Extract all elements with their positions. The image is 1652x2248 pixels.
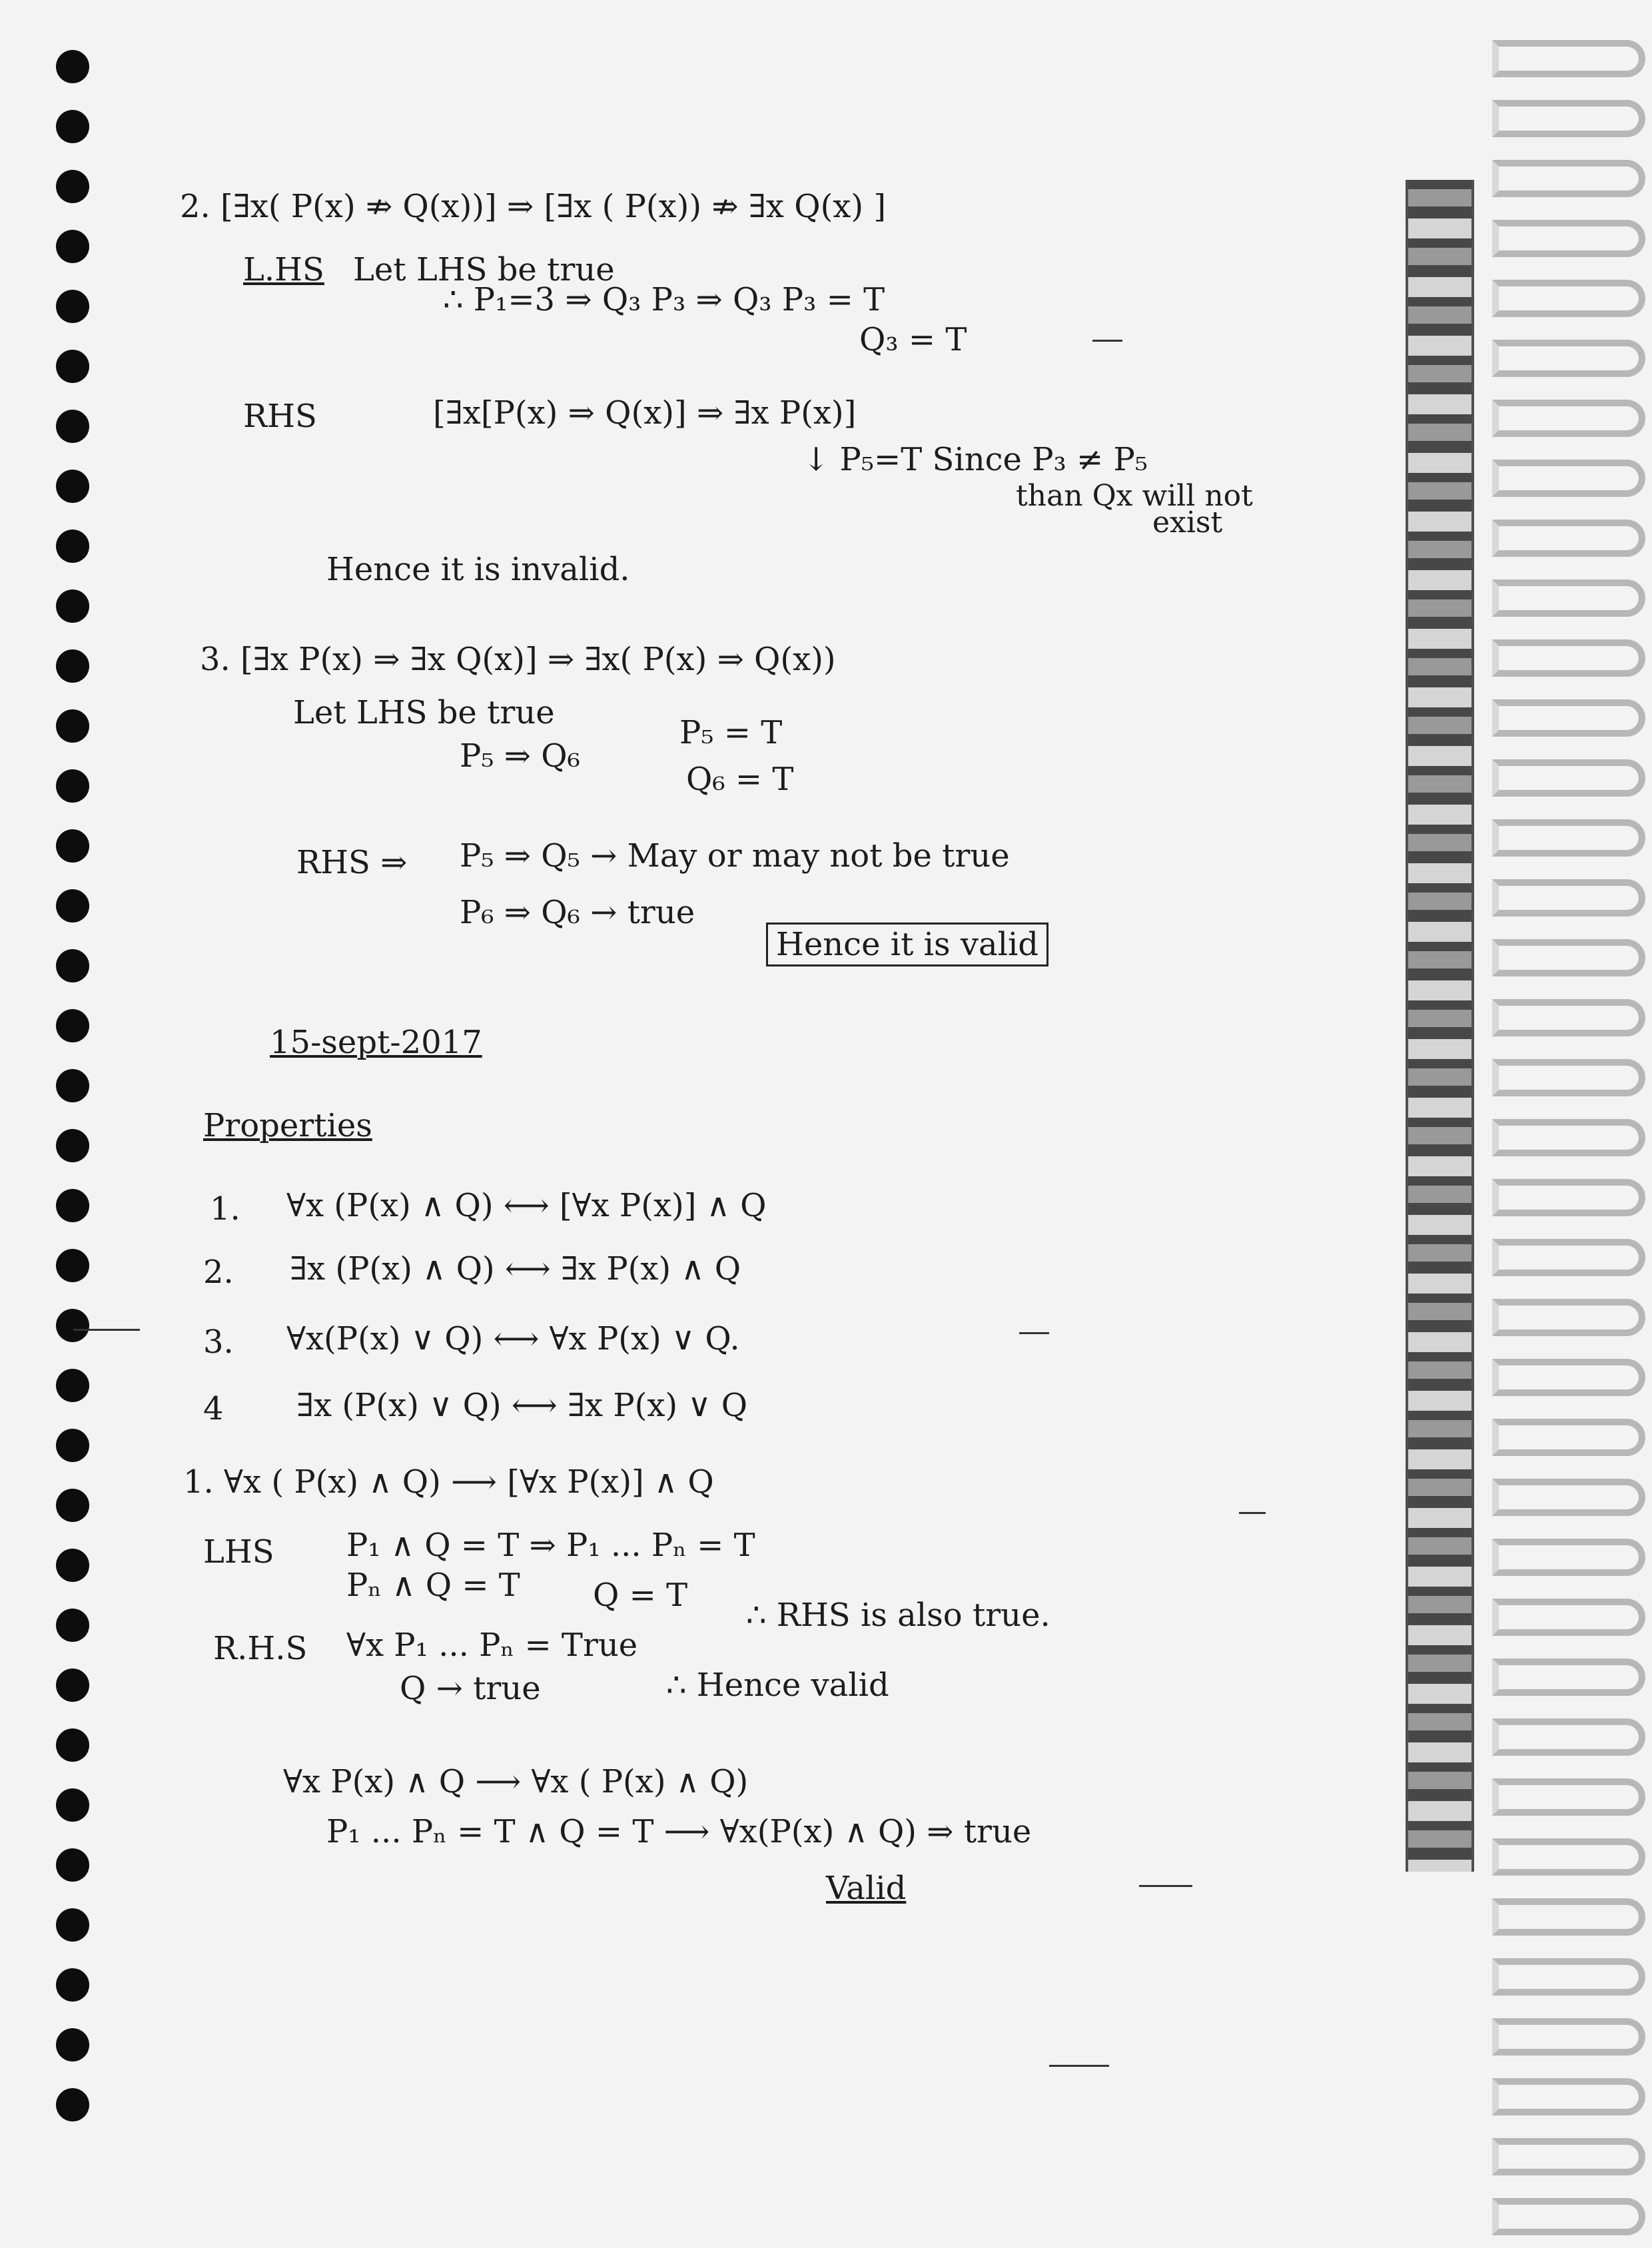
spiral-coil (1492, 1359, 1645, 1396)
note-line: Q → true (400, 1670, 541, 1707)
spiral-coil (1492, 1659, 1645, 1696)
punch-hole (56, 709, 89, 743)
note-line: ↓ P₅=T Since P₃ ≠ P₅ (803, 441, 1148, 478)
punch-hole (56, 1669, 89, 1702)
punch-hole (56, 1549, 89, 1582)
note-line: RHS ⇒ (296, 844, 408, 881)
note-line: Q = T (593, 1577, 688, 1614)
note-line: R.H.S (213, 1630, 308, 1667)
spiral-coil (1492, 639, 1645, 677)
spiral-coil (1492, 1119, 1645, 1156)
note-line: 1. ∀x ( P(x) ∧ Q) ⟶ [∀x P(x)] ∧ Q (183, 1463, 714, 1501)
note-line: Q₆ = T (686, 761, 794, 798)
spiral-coil (1492, 1299, 1645, 1336)
note-line: P₅ ⇒ Q₅ → May or may not be true (460, 837, 1010, 875)
punch-hole (56, 530, 89, 563)
spiral-coil (1492, 1419, 1645, 1456)
punch-hole (56, 829, 89, 863)
punch-hole (56, 1908, 89, 1942)
spiral-coil (1492, 1539, 1645, 1576)
note-line: ∀x P(x) ∧ Q ⟶ ∀x ( P(x) ∧ Q) (283, 1763, 749, 1800)
spiral-coil (1492, 759, 1645, 797)
spiral-coil (1492, 1898, 1645, 1936)
spiral-coil (1492, 220, 1645, 257)
punch-hole (56, 1609, 89, 1642)
pen-mark (1239, 1512, 1266, 1514)
spiral-coil (1492, 2018, 1645, 2056)
note-line: P₆ ⇒ Q₆ → true (460, 894, 695, 931)
punch-hole (56, 50, 89, 83)
spiral-coil (1492, 160, 1645, 197)
punch-hole (56, 889, 89, 923)
note-line: ∃x (P(x) ∧ Q) ⟷ ∃x P(x) ∧ Q (290, 1250, 741, 1288)
note-line: L.HS (243, 251, 324, 288)
note-date: 15-sept-2017 (270, 1024, 482, 1061)
punch-hole (56, 1848, 89, 1882)
punch-hole (56, 1129, 89, 1162)
punch-hole (56, 1429, 89, 1462)
punch-hole (56, 1489, 89, 1522)
punch-hole (56, 350, 89, 383)
spiral-coil (1492, 819, 1645, 857)
spiral-coil (1492, 939, 1645, 976)
spiral-coil (1492, 400, 1645, 437)
spiral-coil (1492, 520, 1645, 557)
punch-hole (56, 2028, 89, 2061)
punch-hole (56, 230, 89, 263)
punch-hole (56, 170, 89, 203)
note-line: ∴ P₁=3 ⇒ Q₃ P₃ ⇒ Q₃ P₃ = T (443, 281, 885, 318)
spiral-coil (1492, 1059, 1645, 1096)
punch-hole (56, 1069, 89, 1102)
punch-hole (56, 1788, 89, 1822)
punch-hole (56, 1968, 89, 2002)
punch-hole (56, 1009, 89, 1042)
note-line: 1. (210, 1190, 240, 1228)
spiral-coil (1492, 999, 1645, 1036)
spiral-coil (1492, 40, 1645, 77)
punch-hole (56, 470, 89, 503)
pen-mark (73, 1329, 140, 1331)
punch-hole (56, 1369, 89, 1402)
note-line: ∴ Hence valid (666, 1667, 889, 1704)
note-boxed-conclusion: Hence it is valid (766, 923, 1048, 966)
note-line: exist (1152, 506, 1223, 540)
note-line: LHS (203, 1533, 274, 1571)
pen-mark (1049, 2065, 1109, 2067)
note-line: ∃x (P(x) ∨ Q) ⟷ ∃x P(x) ∨ Q (296, 1387, 748, 1424)
spiral-coils (1472, 0, 1652, 2248)
pen-mark (1019, 1332, 1049, 1334)
spiral-coil (1492, 280, 1645, 317)
note-heading: Properties (203, 1107, 372, 1144)
punch-hole (56, 1189, 89, 1222)
note-line: Pₙ ∧ Q = T (346, 1567, 520, 1604)
spiral-binding-wire (1406, 180, 1474, 1872)
note-line: P₁ ∧ Q = T ⇒ P₁ ... Pₙ = T (346, 1527, 755, 1564)
spiral-coil (1492, 579, 1645, 617)
spiral-coil (1492, 340, 1645, 377)
punch-hole (56, 949, 89, 982)
spiral-coil (1492, 2138, 1645, 2175)
spiral-coil (1492, 460, 1645, 497)
pen-mark (1092, 340, 1122, 342)
note-line: P₅ = T (679, 714, 783, 751)
punch-hole (56, 1249, 89, 1282)
spiral-coil (1492, 100, 1645, 137)
note-line: Q₃ = T (859, 321, 967, 358)
punch-hole (56, 290, 89, 323)
note-line: 2. [∃x( P(x) ⇏ Q(x))] ⇒ [∃x ( P(x)) ⇏ ∃x Q(x) ] (180, 188, 887, 225)
punch-hole (56, 1309, 89, 1342)
note-line: Valid (826, 1870, 907, 1907)
spiral-coil (1492, 2078, 1645, 2115)
note-line: 4 (203, 1390, 224, 1427)
punch-hole (56, 649, 89, 683)
punch-hole (56, 2088, 89, 2121)
punch-hole (56, 410, 89, 443)
note-line: Let LHS be true (293, 694, 555, 731)
punch-hole (56, 589, 89, 623)
spiral-coil (1492, 1239, 1645, 1276)
spiral-coil (1492, 1778, 1645, 1816)
note-line: [∃x[P(x) ⇒ Q(x)] ⇒ ∃x P(x)] (433, 394, 857, 432)
spiral-coil (1492, 1958, 1645, 1996)
note-line: RHS (243, 398, 317, 435)
note-line: 3. (203, 1323, 234, 1361)
note-line: ∀x(P(x) ∨ Q) ⟷ ∀x P(x) ∨ Q. (286, 1320, 740, 1357)
note-line: Hence it is invalid. (326, 551, 630, 588)
spiral-coil (1492, 1718, 1645, 1756)
punch-hole (56, 1728, 89, 1762)
note-line: ∀x (P(x) ∧ Q) ⟷ [∀x P(x)] ∧ Q (286, 1187, 767, 1224)
note-line: P₅ ⇒ Q₆ (460, 737, 580, 775)
punch-hole (56, 769, 89, 803)
note-line: Let LHS be true (353, 251, 615, 288)
pen-mark (1139, 1885, 1192, 1887)
note-line: than Qx will not (1016, 479, 1253, 513)
note-line: P₁ ... Pₙ = T ∧ Q = T ⟶ ∀x(P(x) ∧ Q) ⇒ true (326, 1813, 1032, 1850)
spiral-coil (1492, 1179, 1645, 1216)
spiral-coil (1492, 879, 1645, 917)
spiral-coil (1492, 1838, 1645, 1876)
punch-holes (56, 27, 96, 2225)
spiral-coil (1492, 699, 1645, 737)
punch-hole (56, 110, 89, 143)
note-line: 2. (203, 1254, 234, 1291)
note-line: ∀x P₁ ... Pₙ = True (346, 1627, 638, 1664)
note-line: 3. [∃x P(x) ⇒ ∃x Q(x)] ⇒ ∃x( P(x) ⇒ Q(x)) (200, 641, 836, 678)
spiral-coil (1492, 2198, 1645, 2235)
note-line: ∴ RHS is also true. (746, 1597, 1050, 1634)
spiral-coil (1492, 1599, 1645, 1636)
spiral-coil (1492, 1479, 1645, 1516)
